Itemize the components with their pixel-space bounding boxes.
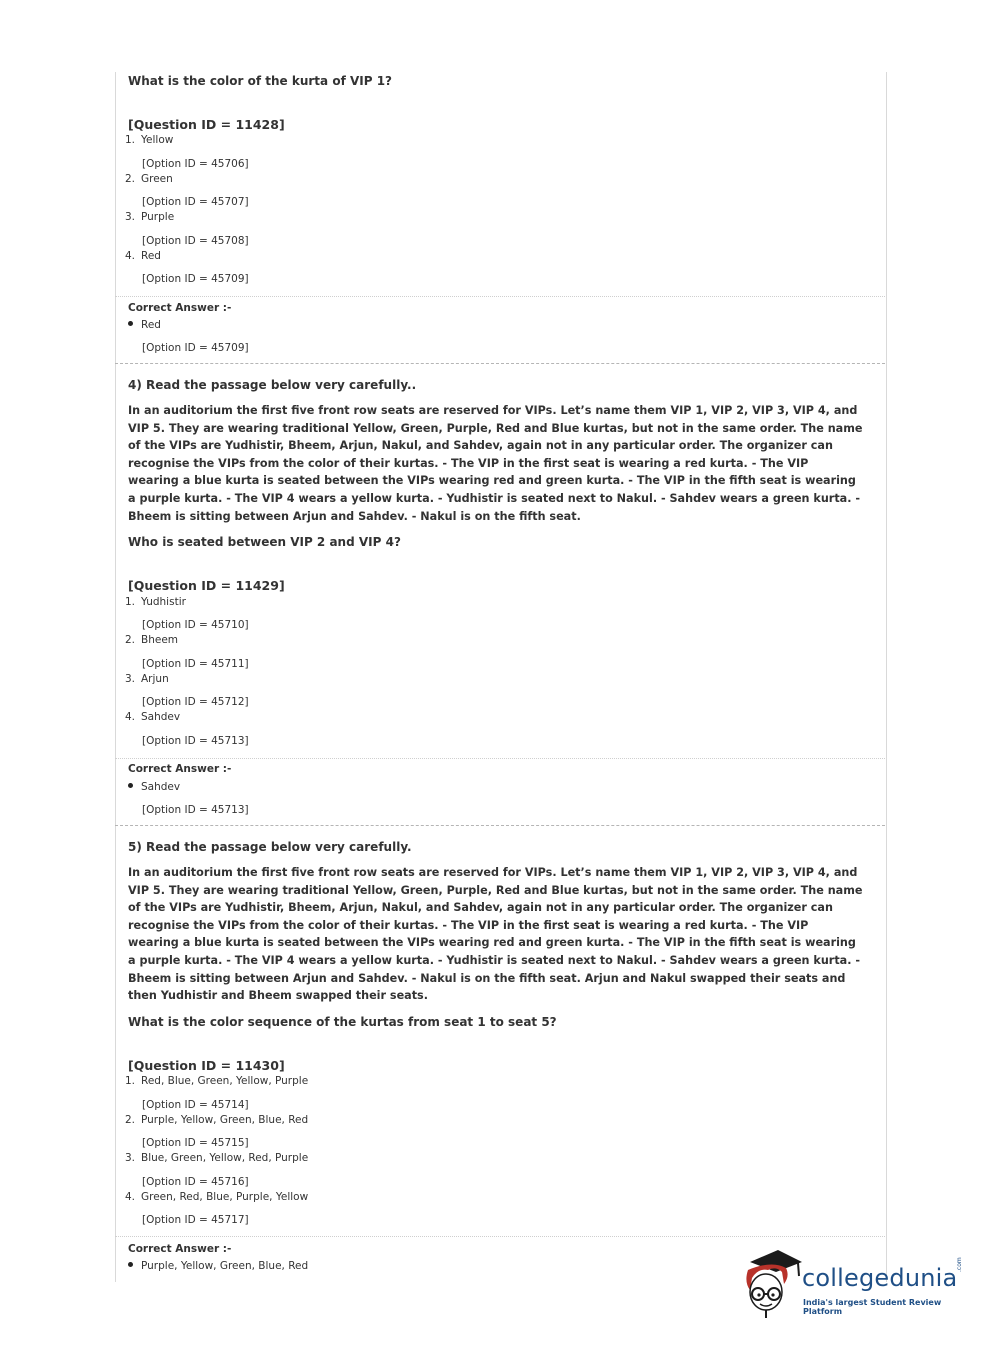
option-label: Bheem (141, 634, 179, 646)
option-id: [Option ID = 45713] (142, 735, 249, 747)
correct-answer-text: Purple, Yellow, Green, Blue, Red (141, 1260, 309, 1272)
option-item (125, 711, 181, 723)
option-label: Yellow (141, 134, 174, 146)
option-label: Red (141, 250, 161, 262)
option-id: [Option ID = 45714] (142, 1099, 249, 1111)
bullet-icon (128, 1262, 133, 1267)
option-item (125, 250, 161, 262)
option-id: [Option ID = 45707] (142, 196, 249, 208)
option-label: Arjun (141, 673, 169, 685)
option-number: 4. (125, 1191, 136, 1203)
option-id: [Option ID = 45706] (142, 158, 249, 170)
correct-answer-title: Correct Answer :- (128, 1243, 232, 1255)
mascot-icon (742, 1248, 804, 1320)
option-number: 1. (125, 134, 136, 146)
option-label: Green (141, 173, 173, 185)
option-id: [Option ID = 45710] (142, 619, 249, 631)
option-id: [Option ID = 45716] (142, 1176, 249, 1188)
option-label: Green, Red, Blue, Purple, Yellow (141, 1191, 309, 1203)
question-id: [Question ID = 11429] (128, 578, 285, 593)
option-id: [Option ID = 45717] (142, 1214, 249, 1226)
correct-option-id: [Option ID = 45709] (142, 342, 249, 354)
question-text: What is the color of the kurta of VIP 1? (128, 74, 392, 88)
option-item (125, 1075, 309, 1087)
brand-tagline: India's largest Student Review Platform (803, 1298, 942, 1316)
correct-answer-text: Red (141, 319, 161, 331)
divider (115, 758, 885, 759)
question-text: What is the color sequence of the kurtas from seat 1 to seat 5? (128, 1015, 557, 1029)
option-label: Sahdev (141, 711, 181, 723)
option-number: 3. (125, 1152, 136, 1164)
option-id: [Option ID = 45715] (142, 1137, 249, 1149)
question-heading: 5) Read the passage below very carefully. (128, 840, 412, 854)
bullet-icon (128, 321, 133, 326)
option-label: Red, Blue, Green, Yellow, Purple (141, 1075, 309, 1087)
option-label: Yudhistir (141, 596, 186, 608)
option-item (125, 1191, 309, 1203)
brand-domain: .com (956, 1257, 963, 1272)
option-item (125, 211, 175, 223)
option-label: Blue, Green, Yellow, Red, Purple (141, 1152, 309, 1164)
option-item (125, 173, 173, 185)
option-number: 4. (125, 711, 136, 723)
bullet-icon (128, 783, 133, 788)
correct-option-id: [Option ID = 45713] (142, 804, 249, 816)
option-item (125, 673, 169, 685)
option-id: [Option ID = 45712] (142, 696, 249, 708)
option-id: [Option ID = 45709] (142, 273, 249, 285)
divider (115, 825, 885, 826)
option-item (125, 1114, 309, 1126)
option-number: 4. (125, 250, 136, 262)
divider (115, 1236, 885, 1237)
option-item (125, 596, 186, 608)
brand-name: collegedunia (802, 1264, 958, 1292)
option-id: [Option ID = 45708] (142, 235, 249, 247)
divider (115, 363, 885, 364)
collegedunia-logo (742, 1248, 972, 1320)
option-label: Purple (141, 211, 175, 223)
option-number: 2. (125, 634, 136, 646)
divider (115, 296, 885, 297)
question-text: Who is seated between VIP 2 and VIP 4? (128, 535, 401, 549)
correct-answer-text: Sahdev (141, 781, 181, 793)
option-item (125, 1152, 309, 1164)
correct-answer-title: Correct Answer :- (128, 302, 232, 314)
option-label: Purple, Yellow, Green, Blue, Red (141, 1114, 309, 1126)
correct-answer (128, 1260, 308, 1272)
option-number: 3. (125, 673, 136, 685)
question-id: [Question ID = 11428] (128, 117, 285, 132)
option-item (125, 634, 179, 646)
option-number: 1. (125, 1075, 136, 1087)
option-number: 2. (125, 1114, 136, 1126)
correct-answer-title: Correct Answer :- (128, 763, 232, 775)
option-id: [Option ID = 45711] (142, 658, 249, 670)
passage: In an auditorium the first five front row seats are reserved for VIPs. Let’s name them VIP 1, VIP 2, VIP 3, VIP 4, and VIP 5. They are wearing traditional Yellow, Green, Purple, Red and Blue kurtas, but not in the same order. The name of the VIPs are Yudhistir, Bheem, Arjun, Nakul, and Sahdev, again not in any particular order. The organizer can recognise the VIPs from the color of their kurtas. - The VIP in the first seat is wearing a red kurta. - The VIP wearing a blue kurta is seated between the VIPs wearing red and green kurta. - The VIP in the fifth seat is wearing a purple kurta. - The VIP 4 wears a yellow kurta. - Yudhistir is seated next to Nakul. - Sahdev wears a green kurta. - Bheem is sitting between Arjun and Sahdev. - Nakul is on the fifth seat. (128, 404, 863, 523)
passage: In an auditorium the first five front row seats are reserved for VIPs. Let’s name them VIP 1, VIP 2, VIP 3, VIP 4, and VIP 5. They are wearing traditional Yellow, Green, Purple, Red and Blue kurtas, but not in the same order. The name of the VIPs are Yudhistir, Bheem, Arjun, Nakul, and Sahdev, again not in any particular order. The organizer can recognise the VIPs from the color of their kurtas. - The VIP in the first seat is wearing a red kurta. - The VIP wearing a blue kurta is seated between the VIPs wearing red and green kurta. - The VIP in the fifth seat is wearing a purple kurta. - The VIP 4 wears a yellow kurta. - Yudhistir is seated next to Nakul. - Sahdev wears a green kurta. - Bheem is sitting between Arjun and Sahdev. - Nakul is on the fifth seat. Arjun and Nakul swapped their seats and then Yudhistir and Bheem swapped their seats. (128, 866, 863, 1003)
question-id: [Question ID = 11430] (128, 1058, 285, 1073)
option-number: 2. (125, 173, 136, 185)
option-number: 3. (125, 211, 136, 223)
correct-answer (128, 781, 180, 793)
option-number: 1. (125, 596, 136, 608)
question-heading: 4) Read the passage below very carefully.. (128, 378, 417, 392)
correct-answer (128, 319, 161, 331)
option-item (125, 134, 174, 146)
